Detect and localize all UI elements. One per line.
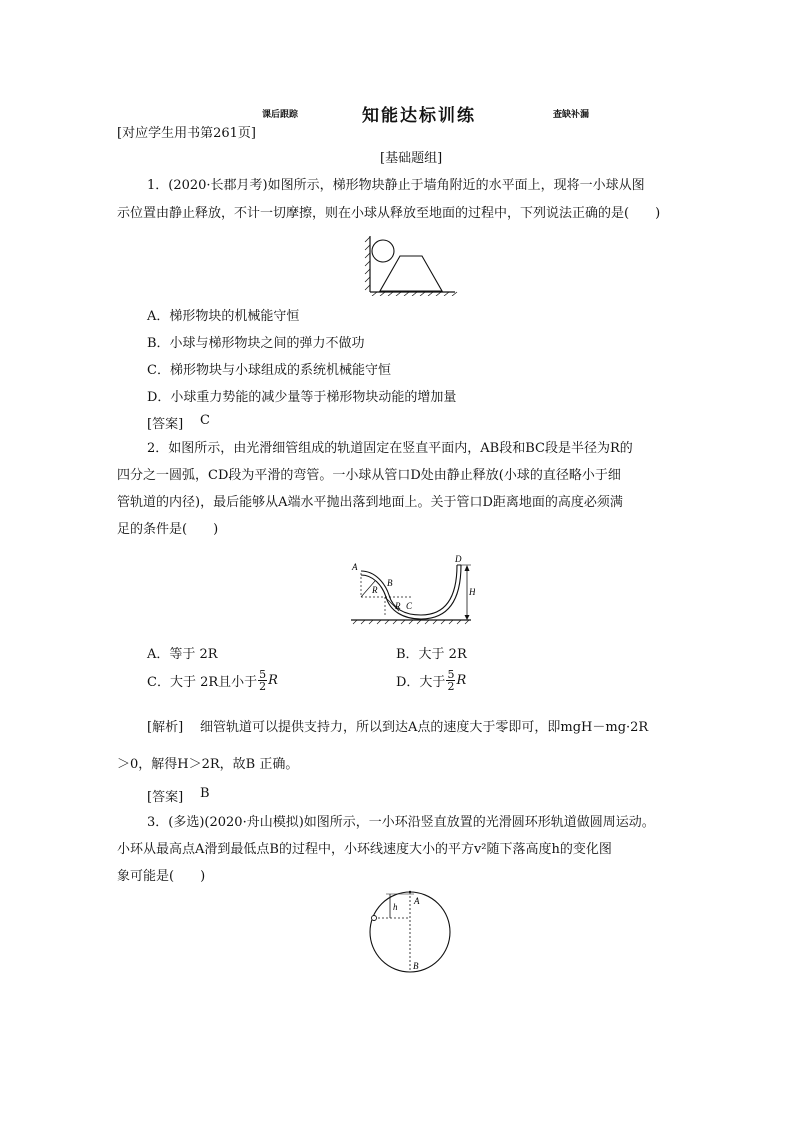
q2-option-c-var: R [268, 673, 278, 688]
q2-option-d-text: D．大于 [396, 675, 446, 690]
q2-fig-label-r2: R [395, 601, 401, 611]
q2-fig-label-r1: R [372, 585, 378, 595]
q2-option-c-frac-den: 2 [259, 680, 267, 693]
q2-option-d [396, 669, 466, 692]
q3-fig-label-h: h [393, 902, 398, 912]
q1-line1: 1．(2020·长郡月考)如图所示，梯形物块静止于墙角附近的水平面上，现将一小球从图 [147, 178, 645, 193]
q2-answer-tag: [答案] [147, 790, 184, 805]
q2-fig-label-b: B [387, 578, 393, 588]
page-title: 知能达标训练 [362, 106, 476, 126]
q2-analysis-tag: [解析] [147, 720, 184, 735]
q2-fig-label-c: C [406, 601, 413, 611]
q3-fig-label-a: A [414, 896, 420, 906]
q1-answer-tag: [答案] [147, 417, 184, 432]
q3-fig-label-b: B [413, 961, 419, 971]
q3-figure-circular-track [366, 890, 456, 976]
q2-analysis-line1: 细管轨道可以提供支持力，所以到达A点的速度大于零即可，即mgH－mg·2R [200, 720, 649, 735]
q2-fig-label-a: A [352, 562, 358, 572]
q2-fig-label-d: D [455, 554, 462, 564]
q2-line3: 管轨道的内径)，最后能够从A端水平抛出落到地面上。关于管口D距离地面的高度必须满 [117, 495, 623, 510]
q3-line3: 象可能是( ) [117, 869, 206, 884]
q1-option-b: B．小球与梯形物块之间的弹力不做功 [147, 336, 365, 351]
q2-option-a: A．等于 2R [147, 647, 218, 662]
q2-option-d-frac-den: 2 [447, 680, 455, 693]
q1-option-a: A．梯形物块的机械能守恒 [147, 309, 300, 324]
q2-option-d-fraction [446, 669, 455, 692]
q2-line1: 2．如图所示，由光滑细管组成的轨道固定在竖直平面内，AB段和BC段是半径为R的 [147, 441, 633, 456]
q2-line4: 足的条件是( ) [117, 522, 219, 537]
q1-answer: C [200, 413, 210, 428]
q1-line2: 示位置由静止释放，不计一切摩擦，则在小球从释放至地面的过程中，下列说法正确的是( ) [117, 206, 661, 221]
q2-line2: 四分之一圆弧，CD段为平滑的弯管。一小球从管口D处由静止释放(小球的直径略小于细 [117, 468, 621, 483]
q1-option-d: D．小球重力势能的减少量等于梯形物块动能的增加量 [147, 390, 457, 405]
header-left-label: 课后跟踪 [262, 110, 299, 120]
book-reference: [对应学生用书第261页] [117, 126, 256, 141]
q2-analysis-line2: ＞0，解得H＞2R，故B 正确。 [117, 757, 299, 772]
section-heading: [基础题组] [380, 151, 443, 166]
q1-option-c: C．梯形物块与小球组成的系统机械能守恒 [147, 363, 391, 378]
q3-line2: 小环从最高点A滑到最低点B的过程中，小环线速度大小的平方v²随下落高度h的变化图 [117, 842, 612, 857]
q2-answer: B [200, 786, 210, 801]
q2-option-c-text: C．大于 2R且小于 [147, 675, 258, 690]
q3-line1: 3．(多选)(2020·舟山模拟)如图所示，一小环沿竖直放置的光滑圆环形轨道做圆周运动。 [147, 815, 655, 830]
q2-option-d-frac-num: 5 [447, 668, 455, 681]
q1-figure-trapezoid-ball [362, 234, 462, 296]
q2-option-b: B．大于 2R [396, 647, 467, 662]
q2-option-d-var: R [456, 673, 467, 688]
q2-figure-tube-track [345, 553, 475, 627]
q2-option-c [147, 669, 278, 692]
header-right-label: 查缺补漏 [553, 110, 590, 120]
q2-option-c-frac-num: 5 [259, 668, 267, 681]
q2-option-c-fraction [258, 669, 267, 692]
q2-fig-label-h: H [469, 587, 475, 597]
